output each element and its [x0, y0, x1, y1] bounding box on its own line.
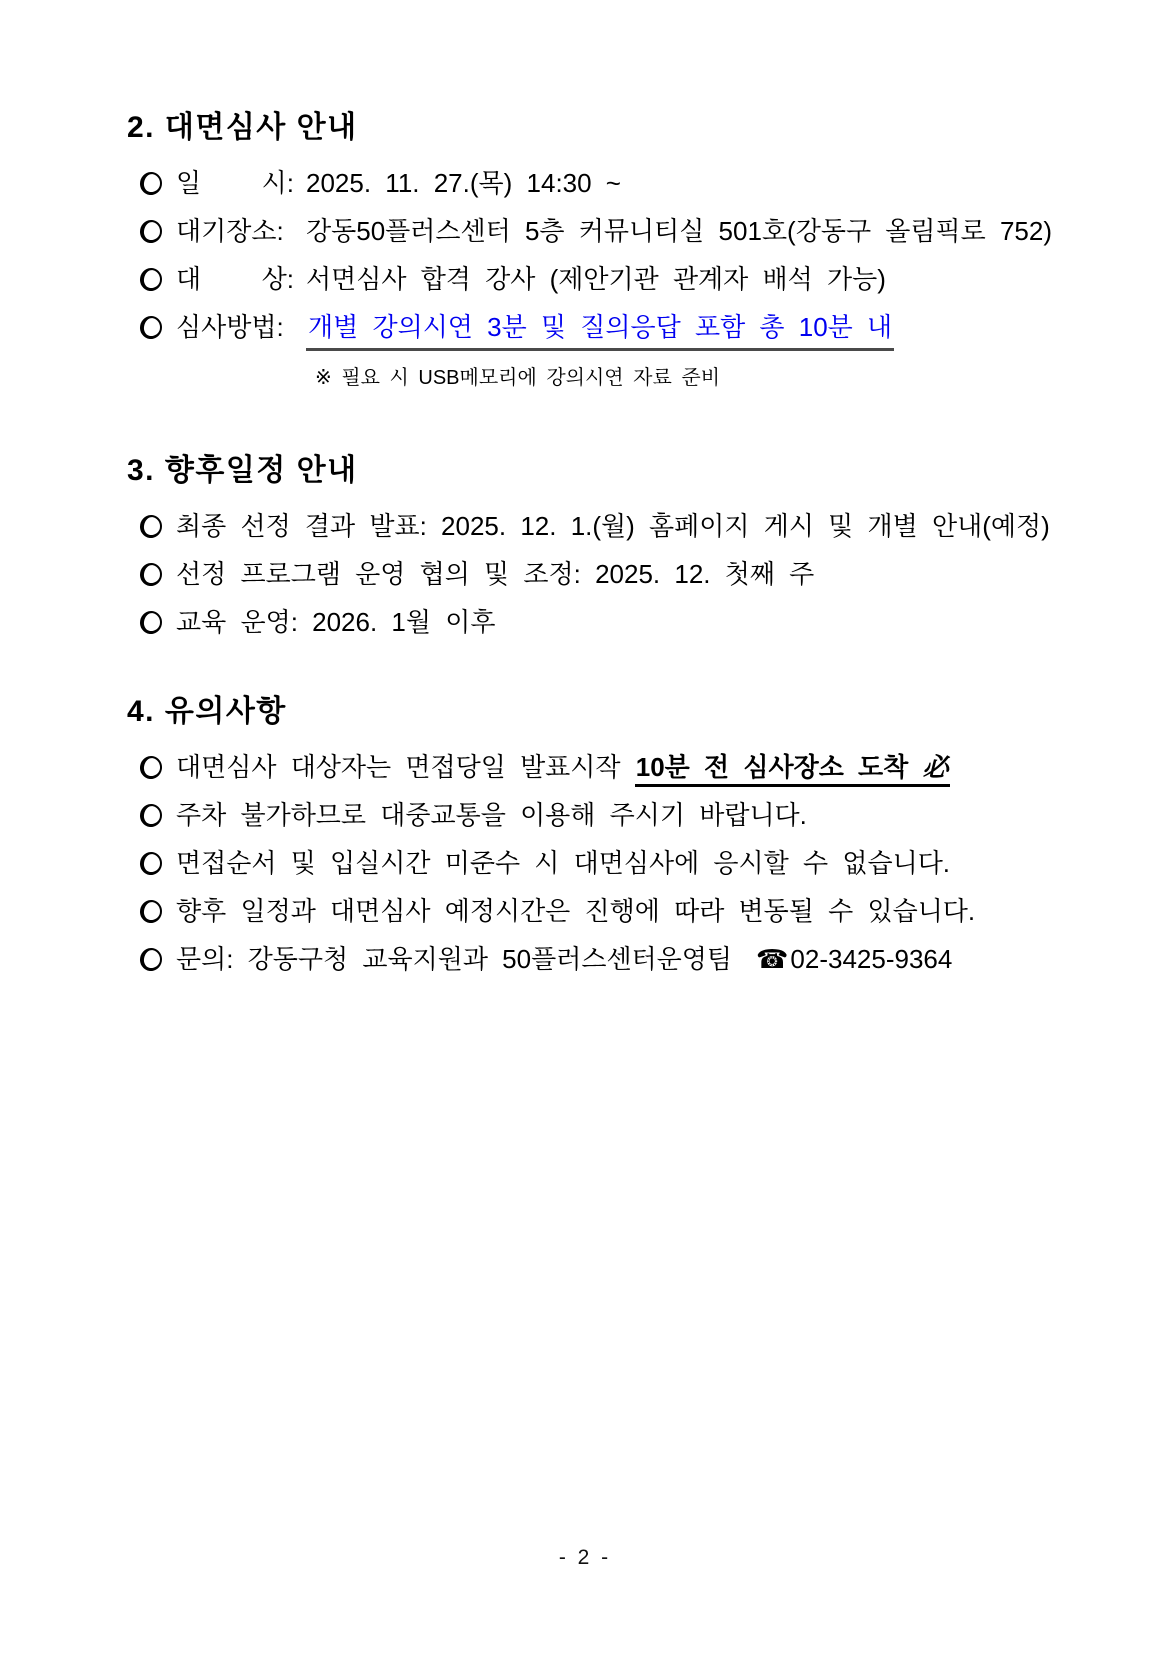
list-item-datetime — [140, 166, 1145, 200]
circle-bullet-icon — [138, 802, 164, 828]
field-label-part: 일 — [176, 168, 202, 198]
list-item-education-operation — [140, 605, 1145, 639]
list-item-text: 최종 선정 결과 발표: 2025. 12. 1.(월) 홈페이지 게시 및 개별 안내(예정) — [176, 511, 1050, 541]
arrival-strong-text: 10분 전 심사장소 도착 — [635, 752, 909, 782]
list-item-text: 면접순서 및 입실시간 미준수 시 대면심사에 응시할 수 없습니다. — [176, 848, 951, 878]
field-label-datetime — [176, 166, 294, 200]
list-item-text: 교육 운영: 2026. 1월 이후 — [176, 607, 496, 637]
usb-note: ※ 필요 시 USB메모리에 강의시연 자료 준비 — [315, 367, 721, 389]
circle-bullet-icon — [138, 218, 164, 244]
list-item-arrival-requirement — [140, 750, 1145, 784]
list-item-text: 선정 프로그램 운영 협의 및 조정: 2025. 12. 첫째 주 — [176, 559, 815, 589]
field-label-waiting-place: 대기장소: — [176, 216, 284, 246]
list-item-entry-time — [140, 846, 1145, 880]
field-label-part: 대 — [176, 264, 202, 294]
circle-bullet-icon — [138, 513, 164, 539]
list-item-no-parking — [140, 798, 1145, 832]
section-2-title: 2. 대면심사 안내 — [127, 111, 358, 144]
circle-bullet-icon — [138, 898, 164, 924]
contact-text — [176, 942, 952, 976]
field-value-waiting-place: 강동50플러스센터 5층 커뮤니티실 501호(강동구 올림픽로 752) — [306, 216, 1053, 246]
section-4-title: 4. 유의사항 — [127, 695, 287, 728]
section-3-title: 3. 향후일정 안내 — [127, 454, 358, 487]
list-item-schedule-change — [140, 894, 1145, 928]
circle-bullet-icon — [138, 850, 164, 876]
circle-bullet-icon — [138, 170, 164, 196]
list-item-text: 향후 일정과 대면심사 예정시간은 진행에 따라 변동될 수 있습니다. — [176, 896, 976, 926]
circle-bullet-icon — [138, 561, 164, 587]
circle-bullet-icon — [138, 946, 164, 972]
list-item-waiting-place — [140, 214, 1145, 248]
circle-bullet-icon — [138, 314, 164, 340]
list-item-text — [176, 750, 950, 784]
list-item-text: 주차 불가하므로 대중교통을 이용해 주시기 바랍니다. — [176, 800, 807, 830]
list-item-contact — [140, 942, 1145, 976]
list-item-method — [140, 310, 1145, 351]
field-value-target: 서면심사 합격 강사 (제안기관 관계자 배석 가능) — [306, 264, 886, 294]
contact-phone — [756, 944, 952, 974]
phone-number: 02-3425-9364 — [790, 944, 953, 974]
arrival-strong-suffix: 必 — [922, 752, 949, 782]
circle-bullet-icon — [138, 609, 164, 635]
field-value-datetime: 2025. 11. 27.(목) 14:30 ~ — [306, 168, 621, 198]
list-item-program-coordination — [140, 557, 1145, 591]
field-label-part: 상: — [261, 264, 294, 294]
method-emphasis-text: 개별 강의시연 3분 및 질의응답 포함 총 10분 내 — [306, 310, 894, 351]
page-number: - 2 - — [558, 1546, 612, 1569]
field-label-target — [176, 262, 294, 296]
arrival-pre-text: 대면심사 대상자는 면접당일 발표시작 — [176, 752, 621, 782]
list-item-result-announce — [140, 509, 1145, 543]
contact-pre-text: 문의: 강동구청 교육지원과 50플러스센터운영팀 — [176, 944, 733, 974]
list-item-target — [140, 262, 1145, 296]
phone-icon: ☎ — [756, 944, 789, 974]
circle-bullet-icon — [138, 266, 164, 292]
arrival-emphasis-text — [635, 752, 950, 787]
circle-bullet-icon — [138, 754, 164, 780]
field-label-part: 시: — [261, 168, 294, 198]
field-label-method: 심사방법: — [176, 312, 284, 342]
